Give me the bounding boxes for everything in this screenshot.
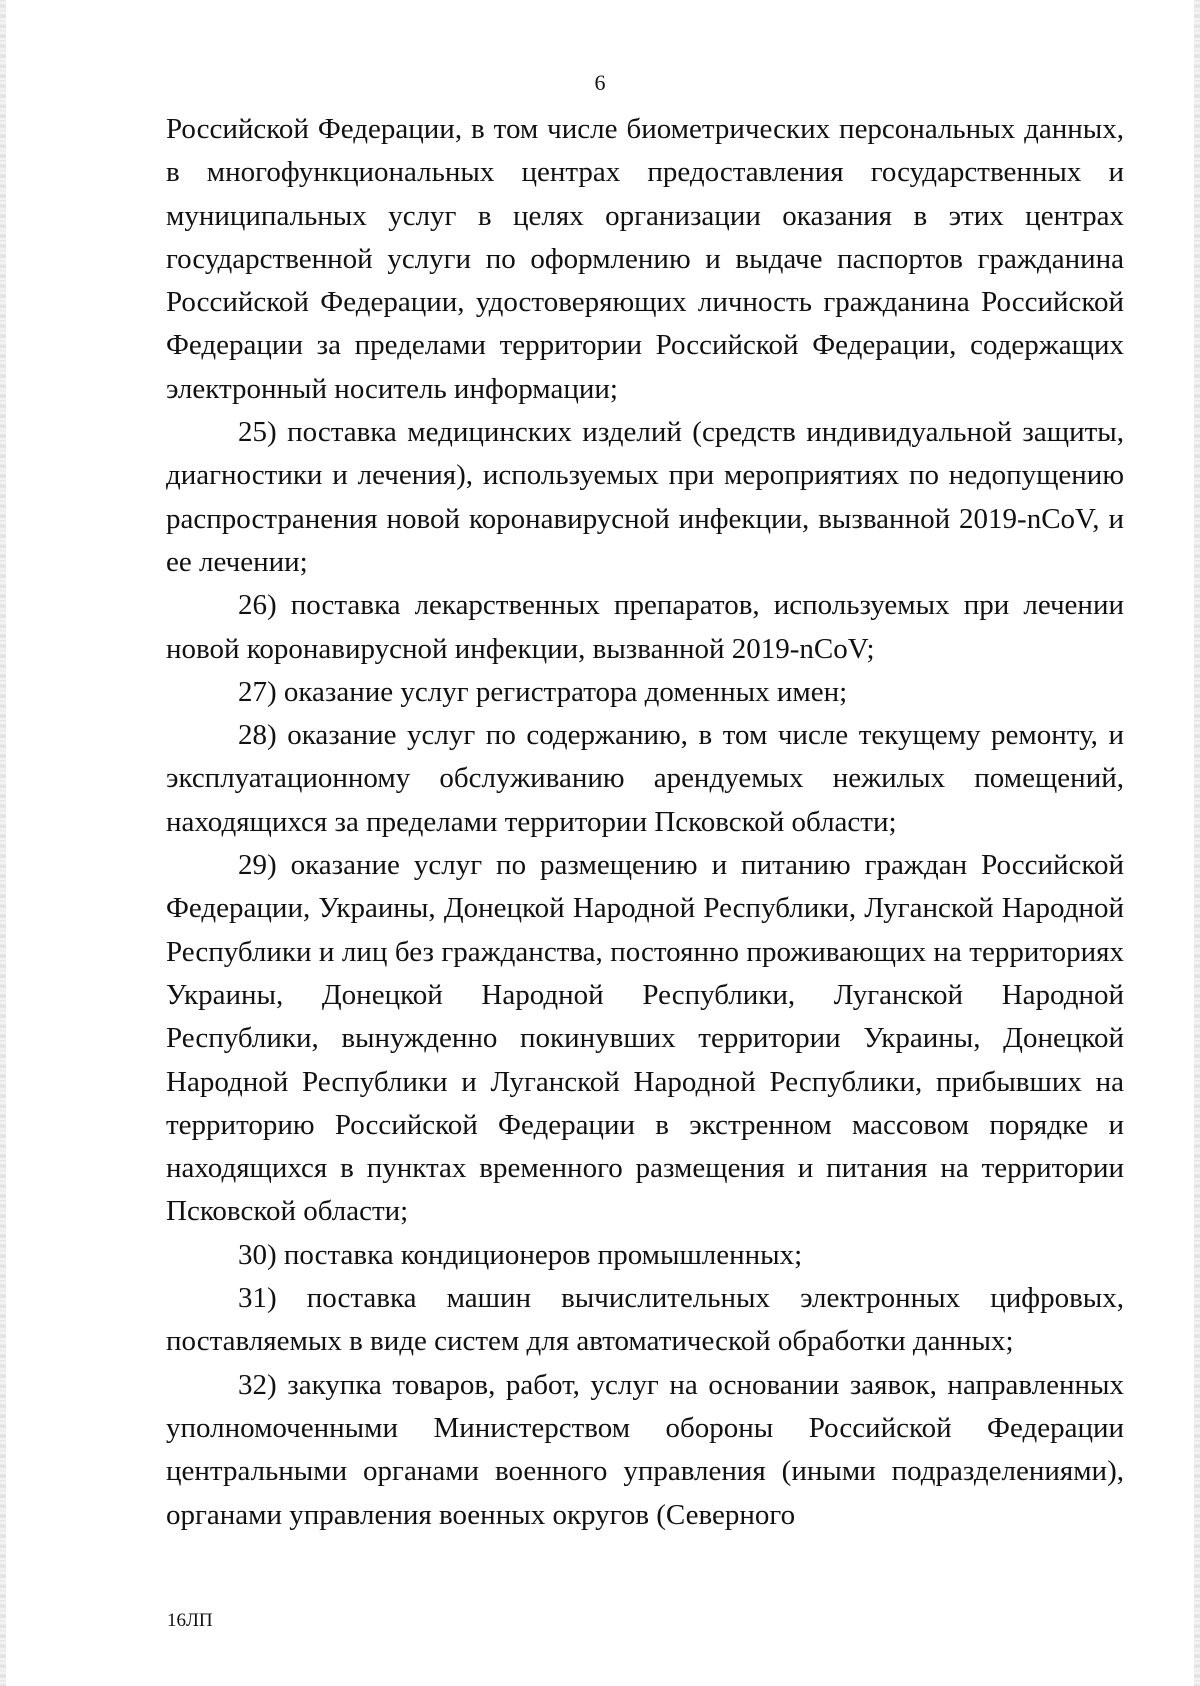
scan-edge-right xyxy=(1194,0,1200,1686)
paragraph-item-29: 29) оказание услуг по размещению и питанию граждан Российской Федерации, Украины, Донецкой Народной Республики, Луганской Народной Республики и лиц без гражданства, постоянно проживающих на территориях Украины, Донецкой Народной Республики, Луганской Народной Республики, вынужденно покинувших территории Украины, Донецкой Народной Республики и Луганской Народной Республики, прибывших на территорию Российской Федерации в экстренном массовом порядке и находящихся в пунктах временного размещения и питания на территории Псковской области; xyxy=(166,849,1124,1228)
paragraph-item-27: 27) оказание услуг регистратора доменных имен; xyxy=(238,675,848,708)
document-body xyxy=(166,108,1124,1537)
scan-edge-left xyxy=(0,0,6,1686)
paragraph-item-32: 32) закупка товаров, работ, услуг на основании заявок, направленных уполномоченными Министерством обороны Российской Федерации центральными органами военного управления (иными подразделениями), органами управления военных округов (Северного xyxy=(166,1368,1124,1531)
paragraph-item-31: 31) поставка машин вычислительных электронных цифровых, поставляемых в виде систем для автоматической обработки данных; xyxy=(166,1282,1124,1358)
paragraph-continuation: Российской Федерации, в том числе биометрических персональных данных, в многофункциональных центрах предоставления государственных и муниципальных услуг в целях организации оказания в этих центрах государственной услуги по оформлению и выдаче паспортов гражданина Российской Федерации, удостоверяющих личность гражданина Российской Федерации за пределами территории Российской Федерации, содержащих электронный носитель информации; xyxy=(166,113,1124,405)
paragraph-item-26: 26) поставка лекарственных препаратов, используемых при лечении новой коронавирусной инфекции, вызванной 2019-nCoV; xyxy=(166,589,1124,665)
paragraph-item-25: 25) поставка медицинских изделий (средств индивидуальной защиты, диагностики и лечения), используемых при мероприятиях по недопущению распространения новой коронавирусной инфекции, вызванной 2019-nCoV, и ее лечении; xyxy=(166,416,1124,578)
paragraph-item-30: 30) поставка кондиционеров промышленных; xyxy=(238,1238,803,1271)
page-number: 6 xyxy=(594,70,606,95)
document-code: 16ЛП xyxy=(167,1610,213,1631)
paragraph-item-28: 28) оказание услуг по содержанию, в том числе текущему ремонту, и эксплуатационному обслуживанию арендуемых нежилых помещений, находящихся за пределами территории Псковской области; xyxy=(166,719,1124,838)
